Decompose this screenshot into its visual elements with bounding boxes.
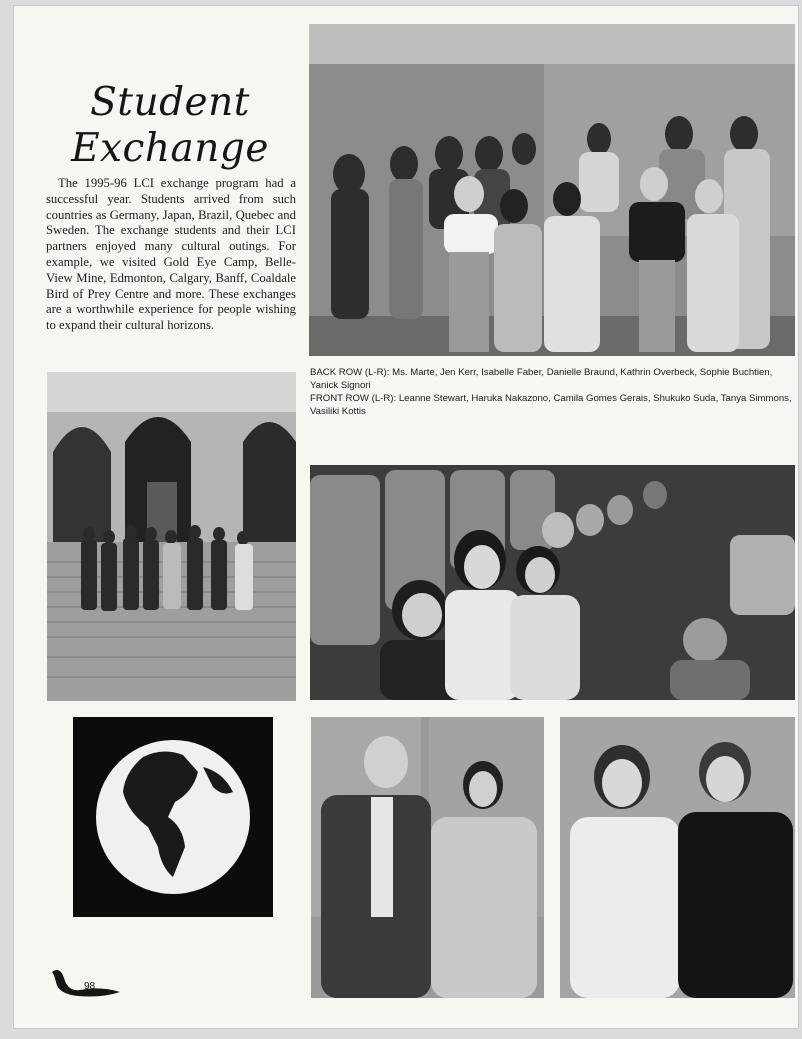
page-title: Student Exchange	[71, 80, 269, 171]
legislature-steps-photo	[47, 372, 296, 701]
caption-front-row: FRONT ROW (L-R): Leanne Stewart, Haruka Nakazono, Camila Gomes Gerais, Shukuko Suda, Tanya Simmons, Vasiliki Kottis	[310, 393, 792, 417]
globe-illustration	[73, 717, 273, 917]
teacher-student-photo	[311, 717, 544, 998]
intro-paragraph: The 1995-96 LCI exchange program had a successful year. Students arrived from such countries as Germany, Japan, Brazil, Quebec and Sweden. The exchange students and their LCI partners enjoyed many cultural outings. For example, we visited Gold Eye Camp, Belle-View Mine, Edmonton, Calgary, Banff, Coaldale Bird of Prey Centre and more. These exchanges are a worthwhile experience for people wishing to expand their cultural horizons.	[46, 176, 296, 333]
caption-back-row: BACK ROW (L-R): Ms. Marte, Jen Kerr, Isabelle Faber, Danielle Braund, Kathrin Overbeck, Sophie Buchtien, Yanick Signori	[310, 367, 773, 391]
page-number: 98	[84, 981, 96, 992]
group-photo	[309, 24, 795, 356]
group-photo-caption	[310, 366, 796, 418]
two-students-photo	[560, 717, 795, 998]
auditorium-photo	[310, 465, 795, 700]
